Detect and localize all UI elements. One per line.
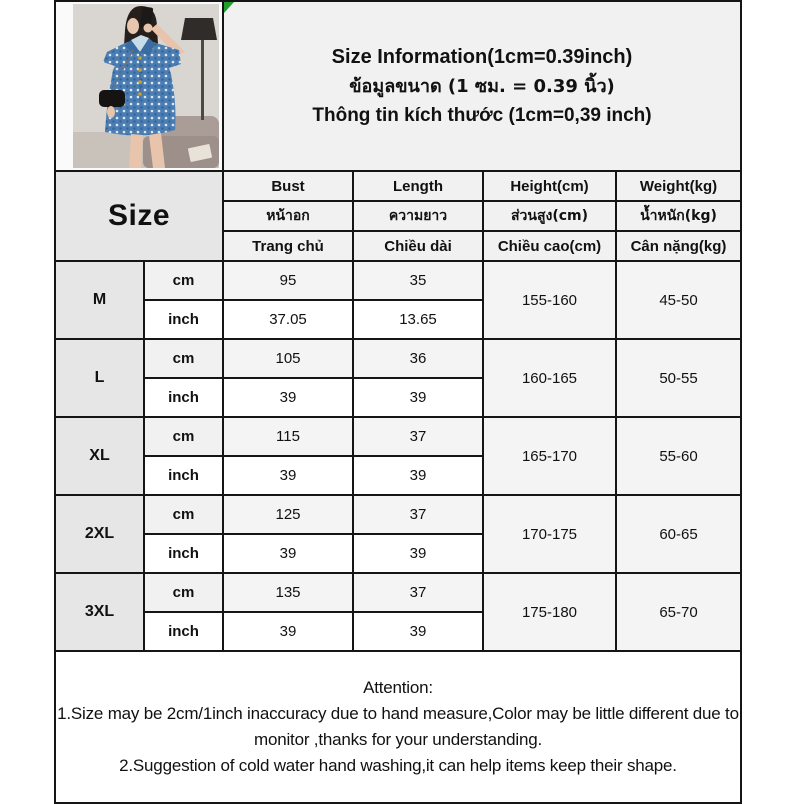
length-cm-2xl: 37 <box>353 495 483 534</box>
column-header-length-en: Length <box>353 171 483 201</box>
height-xl: 165-170 <box>483 417 616 495</box>
column-header-weight-th: น้ำหนัก(kg) <box>616 201 741 231</box>
size-row-xl-cm <box>55 417 741 456</box>
size-label-2xl: 2XL <box>55 495 144 573</box>
height-l: 160-165 <box>483 339 616 417</box>
length-cm-3xl: 37 <box>353 573 483 612</box>
column-header-length-th: ความยาว <box>353 201 483 231</box>
size-row-3xl-cm <box>55 573 741 612</box>
title-block <box>223 1 741 171</box>
column-header-height-vi: Chiều cao(cm) <box>483 231 616 261</box>
unit-label-cm: cm <box>144 417 223 456</box>
title-vietnamese: Thông tin kích thước (1cm=0,39 inch) <box>312 104 652 126</box>
height-2xl: 170-175 <box>483 495 616 573</box>
height-3xl: 175-180 <box>483 573 616 651</box>
bust-cm-l: 105 <box>223 339 353 378</box>
attention-note-2: 2.Suggestion of cold water hand washing,it can help items keep their shape. <box>119 755 677 775</box>
header-row-english <box>55 171 741 201</box>
bust-inch-l: 39 <box>223 378 353 417</box>
length-cm-l: 36 <box>353 339 483 378</box>
unit-label-cm: cm <box>144 261 223 300</box>
bust-cm-xl: 115 <box>223 417 353 456</box>
attention-section <box>55 651 741 803</box>
size-row-l-cm <box>55 339 741 378</box>
column-header-height-th: ส่วนสูง(cm) <box>483 201 616 231</box>
length-inch-l: 39 <box>353 378 483 417</box>
length-cm-xl: 37 <box>353 417 483 456</box>
green-corner-icon <box>224 2 234 13</box>
size-row-m-cm <box>55 261 741 300</box>
attention-box <box>55 651 741 803</box>
height-m: 155-160 <box>483 261 616 339</box>
weight-m: 45-50 <box>616 261 741 339</box>
bust-inch-xl: 39 <box>223 456 353 495</box>
size-label-xl: XL <box>55 417 144 495</box>
length-inch-xl: 39 <box>353 456 483 495</box>
length-inch-2xl: 39 <box>353 534 483 573</box>
weight-xl: 55-60 <box>616 417 741 495</box>
unit-label-cm: cm <box>144 495 223 534</box>
column-header-weight-vi: Cân nặng(kg) <box>616 231 741 261</box>
column-header-height-en: Height(cm) <box>483 171 616 201</box>
top-section <box>55 1 741 171</box>
unit-label-inch: inch <box>144 456 223 495</box>
title-english: Size Information(1cm=0.39inch) <box>331 45 633 68</box>
size-row-2xl-cm <box>55 495 741 534</box>
bust-inch-m: 37.05 <box>223 300 353 339</box>
column-header-bust-vi: Trang chủ <box>223 231 353 261</box>
column-header-weight-en: Weight(kg) <box>616 171 741 201</box>
bust-inch-3xl: 39 <box>223 612 353 651</box>
length-inch-3xl: 39 <box>353 612 483 651</box>
bust-cm-2xl: 125 <box>223 495 353 534</box>
bust-cm-3xl: 135 <box>223 573 353 612</box>
size-label-m: M <box>55 261 144 339</box>
column-header-length-vi: Chiều dài <box>353 231 483 261</box>
weight-2xl: 60-65 <box>616 495 741 573</box>
unit-label-inch: inch <box>144 300 223 339</box>
attention-note-1: 1.Size may be 2cm/1inch inaccuracy due to hand measure,Color may be little different due to monitor ,thanks for your understanding. <box>57 704 739 749</box>
product-photo-illustration <box>73 4 219 168</box>
unit-label-cm: cm <box>144 573 223 612</box>
size-label-3xl: 3XL <box>55 573 144 651</box>
size-column-header: Size <box>55 171 223 261</box>
product-photo-cell <box>55 1 223 171</box>
size-chart-table <box>54 0 742 804</box>
product-photo <box>73 4 219 168</box>
length-inch-m: 13.65 <box>353 300 483 339</box>
attention-heading: Attention: <box>363 678 433 698</box>
column-header-bust-en: Bust <box>223 171 353 201</box>
weight-3xl: 65-70 <box>616 573 741 651</box>
unit-label-cm: cm <box>144 339 223 378</box>
bust-cm-m: 95 <box>223 261 353 300</box>
title-thai: ข้อมูลขนาด (1 ซม. = 0.39 นิ้ว) <box>349 75 615 97</box>
weight-l: 50-55 <box>616 339 741 417</box>
column-header-bust-th: หน้าอก <box>223 201 353 231</box>
unit-label-inch: inch <box>144 378 223 417</box>
length-cm-m: 35 <box>353 261 483 300</box>
unit-label-inch: inch <box>144 612 223 651</box>
size-label-l: L <box>55 339 144 417</box>
unit-label-inch: inch <box>144 534 223 573</box>
bust-inch-2xl: 39 <box>223 534 353 573</box>
